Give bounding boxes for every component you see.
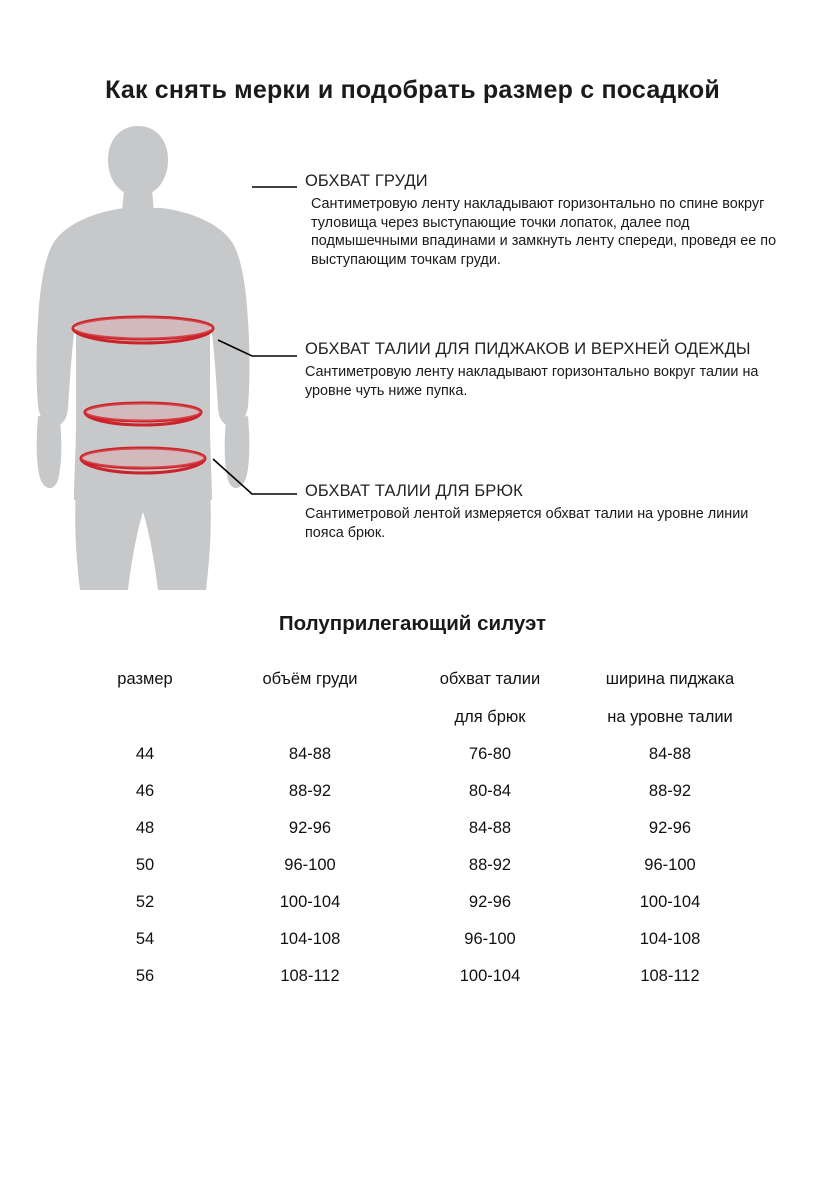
page-title: Как снять мерки и подобрать размер с посадкой — [105, 76, 720, 104]
cell-jacket-width: 104-108 — [639, 930, 701, 948]
table-header-row — [70, 660, 760, 736]
cell-jacket-width: 108-112 — [640, 967, 700, 985]
cell-chest: 100-104 — [279, 893, 341, 911]
table-row — [70, 773, 760, 810]
cell-waist-trousers: 100-104 — [459, 967, 521, 985]
table-row — [70, 736, 760, 773]
cell-jacket-width: 100-104 — [639, 893, 701, 911]
table-row — [70, 847, 760, 884]
cell-waist-trousers: 88-92 — [468, 856, 512, 874]
cell-size: 44 — [135, 745, 155, 763]
callout-waist-jacket-body: Сантиметровую ленту накладывают горизонтально вокруг талии на уровне чуть ниже пупка. — [305, 364, 759, 399]
cell-jacket-width: 84-88 — [648, 745, 692, 763]
table-row — [70, 958, 760, 995]
chest-tape — [73, 317, 213, 343]
table-row — [70, 810, 760, 847]
cell-waist-trousers: 80-84 — [468, 782, 512, 800]
table-row — [70, 921, 760, 958]
cell-chest: 108-112 — [280, 967, 340, 985]
callout-waist-jacket-title: ОБХВАТ ТАЛИИ ДЛЯ ПИДЖАКОВ И ВЕРХНЕЙ ОДЕЖДЫ — [305, 340, 751, 358]
column-header-size: размер — [117, 670, 173, 688]
cell-size: 54 — [135, 930, 155, 948]
column-header-jacket-width: ширина пиджака на уровне талии — [605, 670, 735, 726]
callout-waist-trousers — [305, 482, 785, 542]
cell-size: 56 — [135, 967, 155, 985]
cell-chest: 84-88 — [288, 745, 332, 763]
callout-waist-trousers-body: Сантиметровой лентой измеряется обхват талии на уровне линии пояса брюк. — [305, 506, 749, 541]
size-table-body — [70, 736, 760, 995]
cell-waist-trousers: 92-96 — [468, 893, 512, 911]
callout-chest-title: ОБХВАТ ГРУДИ — [305, 172, 428, 190]
cell-size: 50 — [135, 856, 155, 874]
trousers-waist-tape — [81, 448, 205, 473]
cell-waist-trousers: 76-80 — [468, 745, 512, 763]
cell-chest: 88-92 — [288, 782, 332, 800]
callout-chest — [305, 172, 785, 270]
cell-waist-trousers: 96-100 — [464, 930, 516, 948]
cell-chest: 104-108 — [279, 930, 341, 948]
cell-size: 48 — [135, 819, 155, 837]
column-header-chest: объём груди — [262, 670, 358, 688]
callout-waist-trousers-title: ОБХВАТ ТАЛИИ ДЛЯ БРЮК — [305, 482, 523, 500]
cell-size: 46 — [135, 782, 155, 800]
jacket-waist-tape — [85, 403, 201, 425]
cell-jacket-width: 96-100 — [644, 856, 696, 874]
body-silhouette-shape — [37, 126, 250, 590]
callout-waist-jacket — [305, 340, 785, 400]
cell-jacket-width: 92-96 — [648, 819, 692, 837]
body-figure — [20, 120, 320, 600]
cell-jacket-width: 88-92 — [648, 782, 692, 800]
column-header-waist-trousers: обхват талии для брюк — [439, 670, 541, 726]
cell-chest: 96-100 — [284, 856, 336, 874]
size-table — [70, 660, 760, 995]
callout-chest-body: Сантиметровую ленту накладывают горизонтально по спине вокруг туловища через выступающие точки лопаток, далее под подмышечными впадинами и замкнуть ленту спереди, проведя ее по выступающим точкам груди. — [311, 196, 777, 269]
cell-waist-trousers: 84-88 — [468, 819, 512, 837]
cell-size: 52 — [135, 893, 155, 911]
table-row — [70, 884, 760, 921]
cell-chest: 92-96 — [288, 819, 332, 837]
size-table-caption: Полуприлегающий силуэт — [278, 612, 547, 635]
